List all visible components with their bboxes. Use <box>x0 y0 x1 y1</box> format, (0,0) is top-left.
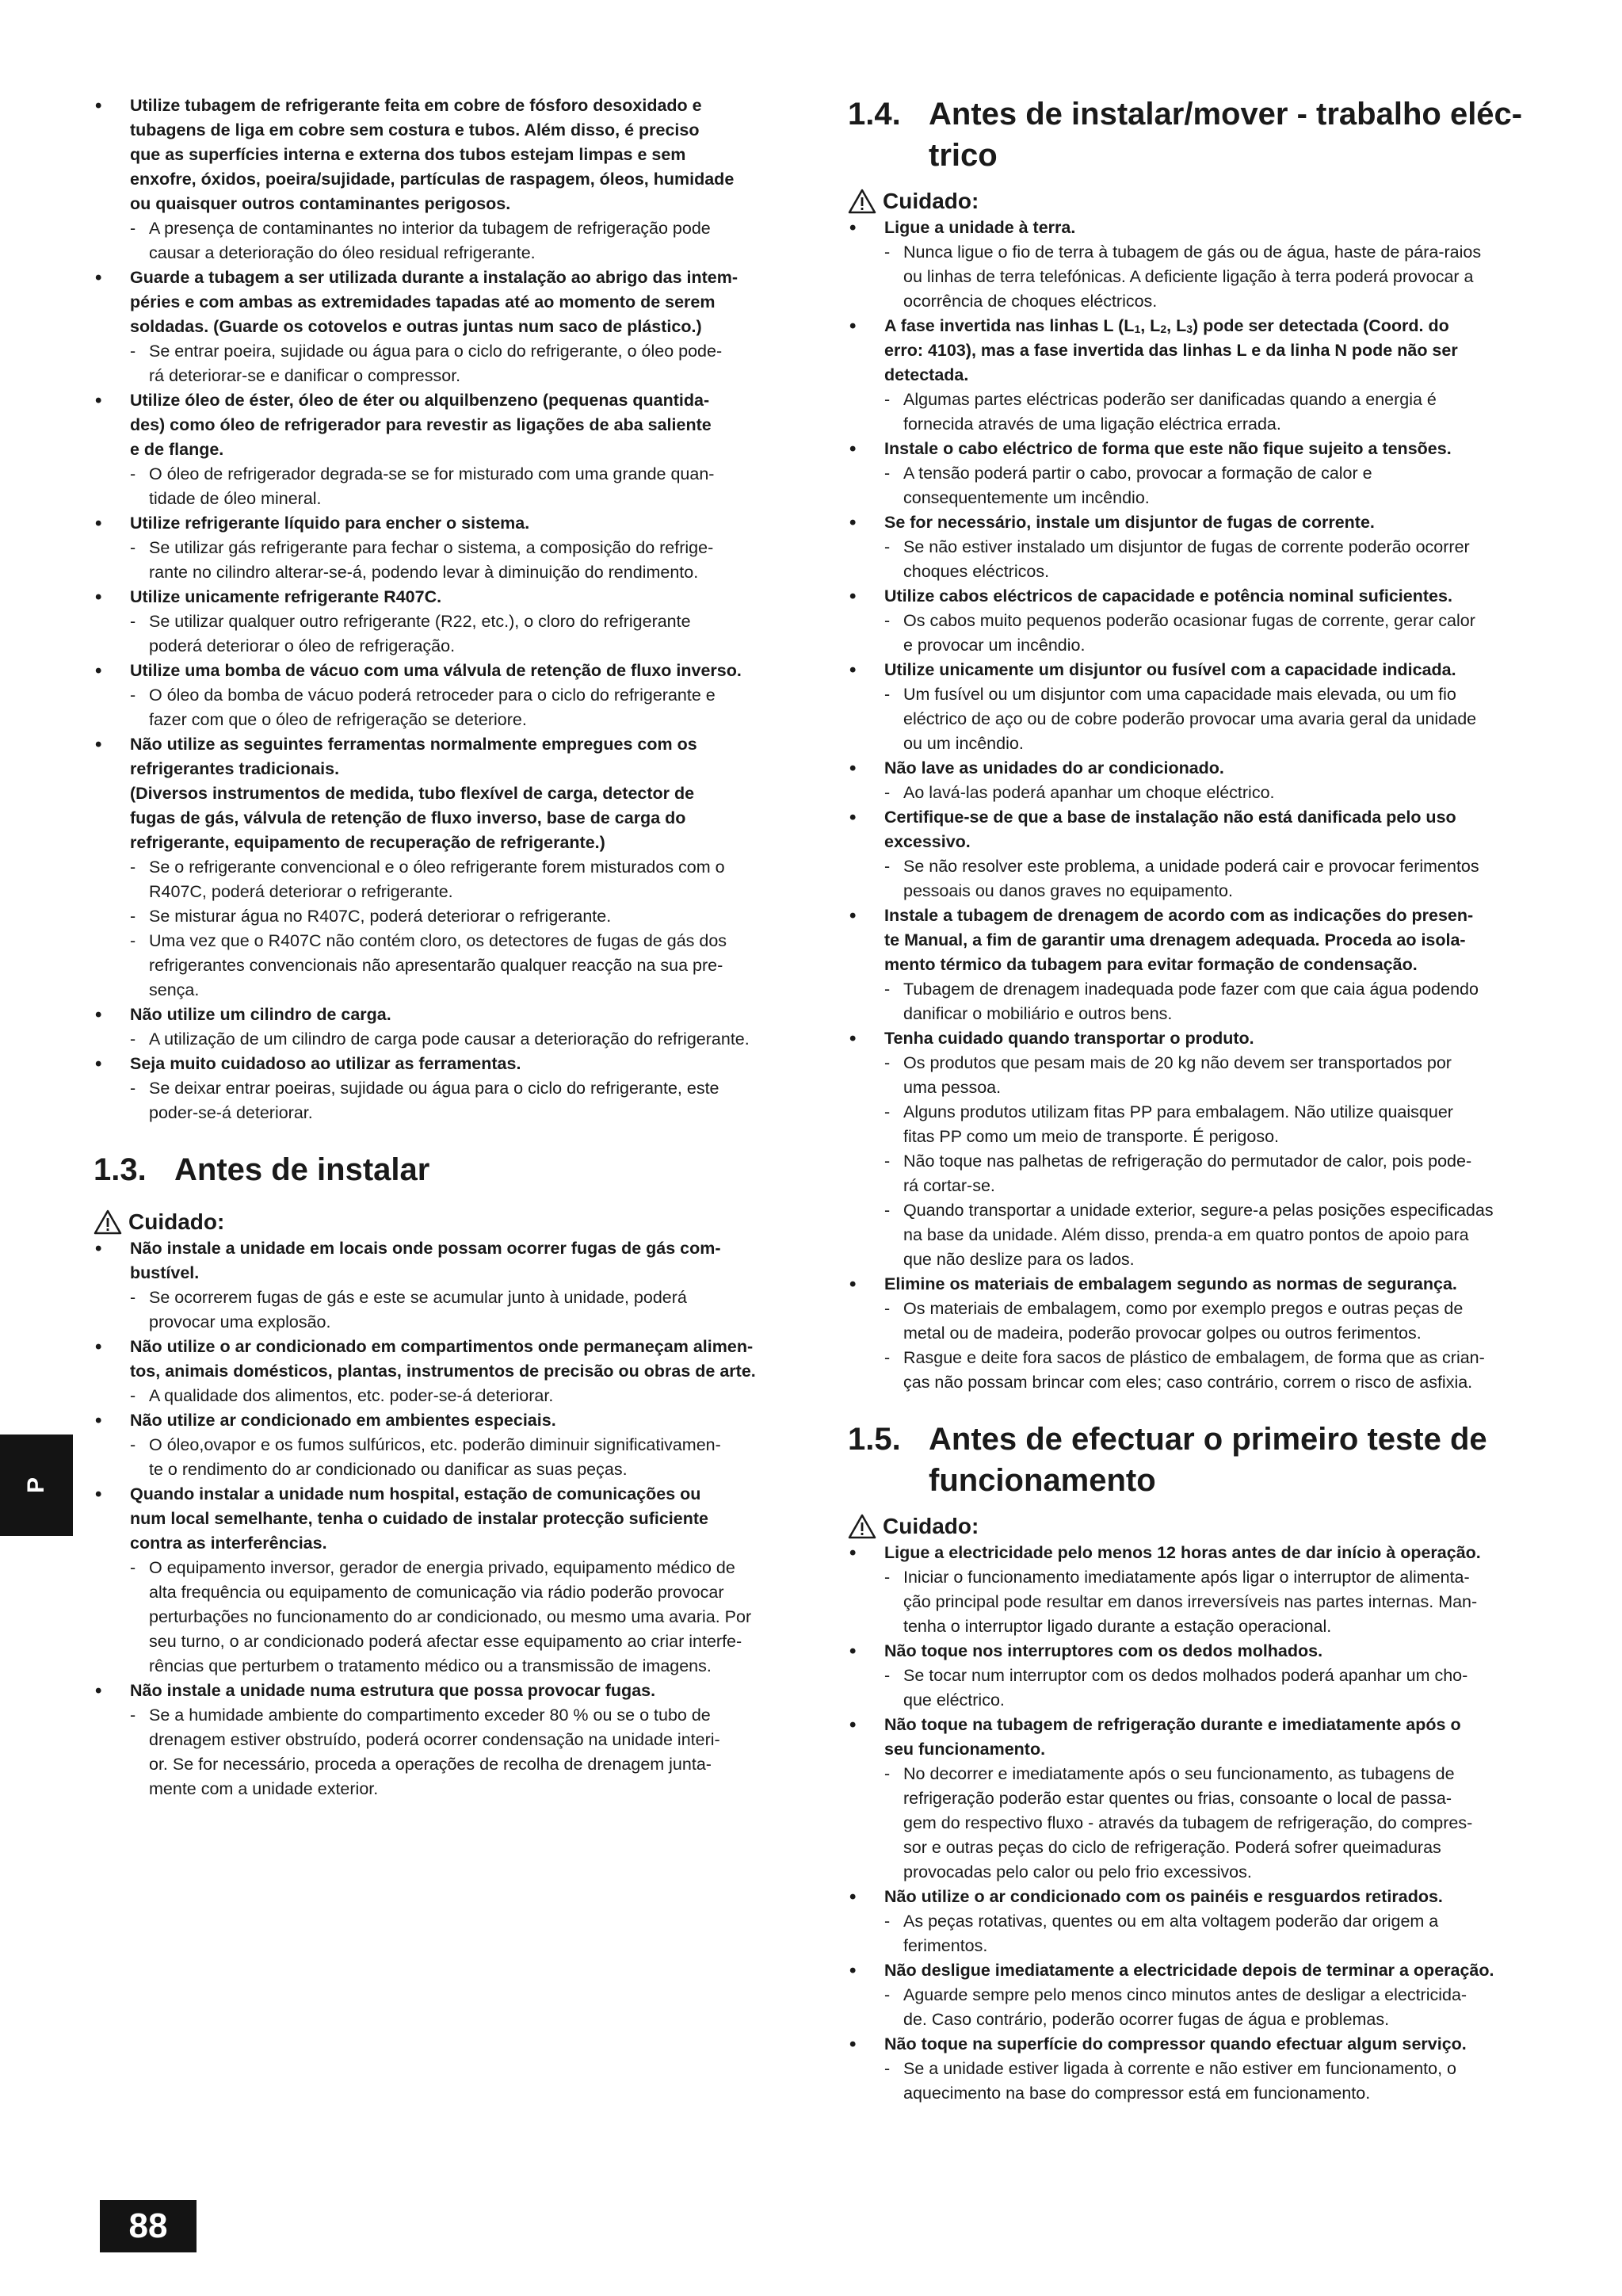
item-sub-line: gem do respectivo fluxo - através da tubagem de refrigeração, do compres- <box>903 1813 1473 1832</box>
bullet: • <box>849 586 857 607</box>
item-bold-line: Não utilize as seguintes ferramentas normalmente empregues com os <box>130 735 697 754</box>
item-sub-text: - Uma vez que o R407C não contém cloro, os detectores de fugas de gás dos refrigerantes convencionais não apresentarão qualquer reacção na sua pre- sença. <box>130 929 784 1003</box>
item-sub-text: - Um fusível ou um disjuntor com uma capacidade mais elevada, ou um fio eléctrico de aço ou de cobre poderão provocar uma avaria geral da unidade ou um incêndio. <box>884 682 1545 756</box>
item-bold-text <box>130 388 784 462</box>
bullet: • <box>95 660 102 682</box>
item-sub-line: pessoais ou danos graves no equipamento. <box>903 881 1233 900</box>
list-item <box>94 388 784 511</box>
item-bold-line: Guarde a tubagem a ser utilizada durante a instalação ao abrigo das intem- <box>130 268 738 287</box>
item-sub-line: fitas PP como um meio de transporte. É perigoso. <box>903 1127 1280 1146</box>
item-sub-text: - A tensão poderá partir o cabo, provocar a formação de calor e consequentemente um incêndio. <box>884 461 1545 510</box>
item-sub-text: - Se misturar água no R407C, poderá deteriorar o refrigerante. <box>130 904 784 929</box>
language-side-tab: P <box>0 1435 73 1536</box>
item-sub-line: consequentemente um incêndio. <box>903 488 1150 507</box>
item-bold-text <box>884 805 1545 854</box>
item-sub-line: No decorrer e imediatamente após o seu funcionamento, as tubagens de <box>903 1764 1455 1783</box>
item-sub-text: - Os materiais de embalagem, como por exemplo pregos e outras peças de metal ou de madeira, poderão provocar golpes ou outros ferimentos. <box>884 1297 1545 1346</box>
item-sub-text: - Se ocorrerem fugas de gás e este se acumular junto à unidade, poderá provocar uma explosão. <box>130 1286 784 1335</box>
item-sub-text: - A qualidade dos alimentos, etc. poder-se-á deteriorar. <box>130 1384 784 1408</box>
caution-heading-1-3: Cuidado: <box>94 1208 784 1236</box>
warning-triangle-icon <box>848 189 876 214</box>
item-sub-line: A tensão poderá partir o cabo, provocar a formação de calor e <box>903 464 1372 483</box>
item-bold-line: te Manual, a fim de garantir uma drenagem adequada. Proceda ao isola- <box>884 930 1466 949</box>
item-sub-line: A qualidade dos alimentos, etc. poder-se-á deteriorar. <box>149 1386 554 1405</box>
item-sub-text: - Se não estiver instalado um disjuntor de fugas de corrente poderão ocorrer choques eléctricos. <box>884 535 1545 584</box>
item-bold-text <box>130 1482 784 1556</box>
item-bold-text <box>884 658 1545 682</box>
item-bold-line: Certifique-se de que a base de instalação não está danificada pelo uso <box>884 808 1456 827</box>
item-sub-line: drenagem estiver obstruído, poderá ocorrer condensação na unidade interi- <box>149 1730 720 1749</box>
bullet: • <box>849 217 857 239</box>
list-top <box>94 94 784 1125</box>
item-sub-line: ferimentos. <box>903 1936 988 1955</box>
item-sub-text: - Se utilizar gás refrigerante para fechar o sistema, a composição do refrige- rante no cilindro alterar-se-á, podendo levar à diminuição do rendimento. <box>130 536 784 585</box>
item-sub-line: O óleo de refrigerador degrada-se se for misturado com uma grande quan- <box>149 464 715 483</box>
item-bold-line: refrigerante, equipamento de recuperação de refrigerante.) <box>130 833 605 852</box>
item-sub-line: Ao lavá-las poderá apanhar um choque eléctrico. <box>903 783 1275 802</box>
item-bold-line: Não utilize ar condicionado em ambientes especiais. <box>130 1411 556 1430</box>
item-sub-line: Se a humidade ambiente do compartimento exceder 80 % ou se o tubo de <box>149 1706 711 1725</box>
item-sub-text: - Quando transportar a unidade exterior, segure-a pelas posições especificadas na base da unidade. Além disso, prenda-a em quatro pontos de apoio para que não deslize para os lados. <box>884 1198 1545 1272</box>
bullet: • <box>849 1886 857 1908</box>
item-bold-text <box>884 756 1545 781</box>
bullet: • <box>849 512 857 533</box>
item-sub-text: - Os cabos muito pequenos poderão ocasionar fugas de corrente, gerar calor e provocar um incêndio. <box>884 609 1545 658</box>
item-sub-line: rências que perturbem o tratamento médico ou a transmissão de imagens. <box>149 1656 712 1675</box>
item-sub-line: Iniciar o funcionamento imediatamente após ligar o interruptor de alimenta- <box>903 1568 1470 1587</box>
list-item <box>94 1679 784 1801</box>
bullet: • <box>849 1714 857 1736</box>
list-item-ground <box>848 216 1545 314</box>
section-1-3-title: 1.3. Antes de instalar <box>94 1152 430 1187</box>
list-item <box>848 1026 1545 1272</box>
item-bold-line: e de flange. <box>130 440 224 459</box>
list-item <box>848 1885 1545 1958</box>
item-bold-line: Utilize óleo de éster, óleo de éter ou alquilbenzeno (pequenas quantida- <box>130 391 710 410</box>
list-item <box>848 510 1545 584</box>
item-sub-text: - Ao lavá-las poderá apanhar um choque eléctrico. <box>884 781 1545 805</box>
item-bold-line: Ligue a electricidade pelo menos 12 horas antes de dar início à operação. <box>884 1543 1481 1562</box>
item-bold-text <box>884 904 1545 977</box>
bullet: • <box>849 905 857 926</box>
warning-triangle-icon <box>94 1209 122 1235</box>
item-sub-line: Se ocorrerem fugas de gás e este se acumular junto à unidade, poderá <box>149 1288 687 1307</box>
item-sub-line: Se não resolver este problema, a unidade poderá cair e provocar ferimentos <box>903 857 1479 876</box>
item-sub-line: causar a deterioração do óleo residual refrigerante. <box>149 243 536 262</box>
item-sub-line: O equipamento inversor, gerador de energia privado, equipamento médico de <box>149 1558 735 1577</box>
item-bold-line: Utilize unicamente refrigerante R407C. <box>130 587 442 606</box>
list-item <box>94 1003 784 1052</box>
item-bold-line: Não toque na tubagem de refrigeração durante e imediatamente após o <box>884 1715 1461 1734</box>
item-sub-text: - Se utilizar qualquer outro refrigerante (R22, etc.), o cloro do refrigerante poderá deteriorar o óleo de refrigeração. <box>130 609 784 659</box>
list-item <box>94 1236 784 1335</box>
item-sub-line: fazer com que o óleo de refrigeração se deteriore. <box>149 710 527 729</box>
item-sub-line: Aguarde sempre pelo menos cinco minutos antes de desligar a electricida- <box>903 1985 1467 2004</box>
page-number: 88 <box>100 2200 197 2252</box>
item-bold-text <box>130 1003 784 1027</box>
item-bold-line: tos, animais domésticos, plantas, instrumentos de precisão ou obras de arte. <box>130 1362 756 1381</box>
item-sub-line: As peças rotativas, quentes ou em alta voltagem poderão dar origem a <box>903 1912 1439 1931</box>
bullet: • <box>95 390 102 411</box>
item-bold-text <box>884 1958 1545 1983</box>
item-sub-line: e provocar um incêndio. <box>903 636 1086 655</box>
item-sub-text: - Se a humidade ambiente do compartimento exceder 80 % ou se o tubo de drenagem estiver obstruído, poderá ocorrer condensação na unidade interi- or. Se for necessário, proceda a operações de recolha de drenagem junta- mente com a unidade exterior. <box>130 1703 784 1801</box>
item-bold-text <box>884 1272 1545 1297</box>
warning-triangle-icon <box>848 1514 876 1539</box>
item-sub-text: - Iniciar o funcionamento imediatamente após ligar o interruptor de alimenta- ção principal pode resultar em danos irreversíveis nas partes internas. Man- tenha o interruptor ligado durante a estação operacional. <box>884 1565 1545 1639</box>
item-sub-line: Se deixar entrar poeiras, sujidade ou água para o ciclo do refrigerante, este <box>149 1079 719 1098</box>
list-1-4-rest <box>848 437 1545 1395</box>
item-bold-line: A fase invertida nas linhas L ($L_1$, $L_2$, $L_3$) pode ser detectada (Coord. do <box>884 316 1449 335</box>
item-bold-line: bustível. <box>130 1263 200 1282</box>
item-sub-line: tidade de óleo mineral. <box>149 489 322 508</box>
item-bold-line: des) como óleo de refrigerador para revestir as ligações de aba saliente <box>130 415 712 434</box>
bullet: • <box>849 1542 857 1564</box>
item-sub-line: rá cortar-se. <box>903 1176 995 1195</box>
item-sub-text: - A utilização de um cilindro de carga pode causar a deterioração do refrigerante. <box>130 1027 784 1052</box>
item-sub-line: poder-se-á deteriorar. <box>149 1103 313 1122</box>
list-item <box>94 266 784 388</box>
right-column <box>848 94 1545 2106</box>
list-item <box>848 1958 1545 2032</box>
item-sub-text: - Se o refrigerante convencional e o óleo refrigerante forem misturados com o R407C, poderá deteriorar o refrigerante. <box>130 855 784 904</box>
item-sub-line: Se misturar água no R407C, poderá deteriorar o refrigerante. <box>149 907 612 926</box>
item-bold-line: Quando instalar a unidade num hospital, estação de comunicações ou <box>130 1484 701 1503</box>
item-sub-text: - As peças rotativas, quentes ou em alta voltagem poderão dar origem a ferimentos. <box>884 1909 1545 1958</box>
bullet: • <box>95 586 102 608</box>
item-bold-line: Não utilize o ar condicionado em compartimentos onde permaneçam alimen- <box>130 1337 754 1356</box>
item-sub-line: rá deteriorar-se e danificar o compressor. <box>149 366 461 385</box>
caution-heading-1-4: Cuidado: <box>848 187 1545 216</box>
item-bold-text <box>130 732 784 855</box>
bullet: • <box>95 1238 102 1259</box>
item-sub-text: - O óleo da bomba de vácuo poderá retroceder para o ciclo do refrigerante e fazer com que o óleo de refrigeração se deteriore. <box>130 683 784 732</box>
item-sub-text: - No decorrer e imediatamente após o seu funcionamento, as tubagens de refrigeração poderão estar quentes ou frias, consoante o local de passa- gem do respectivo fluxo - através da tubagem de refrigeração, do compres- sor e outras peças do ciclo de refrigeração. Poderá sofrer queimaduras provocadas pelo calor ou pelo frio excessivos. <box>884 1762 1545 1885</box>
item-sub-line: O óleo,ovapor e os fumos sulfúricos, etc. poderão diminuir significativamen- <box>149 1435 721 1454</box>
item-bold-text <box>884 216 1545 240</box>
item-bold-line: seu funcionamento. <box>884 1740 1046 1759</box>
list-item <box>94 1482 784 1679</box>
item-bold-text <box>130 1679 784 1703</box>
item-bold-line: enxofre, óxidos, poeira/sujidade, partículas de raspagem, óleos, humidade <box>130 170 735 189</box>
list-item <box>848 658 1545 756</box>
item-sub-line: Nunca ligue o fio de terra à tubagem de gás ou de água, haste de pára-raios <box>903 243 1482 262</box>
item-bold-line: Não toque na superfície do compressor quando efectuar algum serviço. <box>884 2034 1467 2053</box>
item-sub-line: metal ou de madeira, poderão provocar golpes ou outros ferimentos. <box>903 1324 1422 1343</box>
item-sub-line: Se não estiver instalado um disjuntor de fugas de corrente poderão ocorrer <box>903 537 1470 556</box>
item-bold-line: Não instale a unidade em locais onde possam ocorrer fugas de gás com- <box>130 1239 721 1258</box>
item-bold-text <box>884 1885 1545 1909</box>
bullet: • <box>95 1004 102 1026</box>
list-item <box>94 732 784 1003</box>
list-item <box>848 805 1545 904</box>
item-sub-text: - Se tocar num interruptor com os dedos molhados poderá apanhar um cho- que eléctrico. <box>884 1664 1545 1713</box>
item-bold-text <box>130 1052 784 1076</box>
list-item-phase <box>848 314 1545 437</box>
item-sub-text: - Não toque nas palhetas de refrigeração do permutador de calor, pois pode- rá cortar-se. <box>884 1149 1545 1198</box>
item-sub-text: - Se entrar poeira, sujidade ou água para o ciclo do refrigerante, o óleo pode- rá deteriorar-se e danificar o compressor. <box>130 339 784 388</box>
item-sub-text: - A presença de contaminantes no interior da tubagem de refrigeração pode causar a deterioração do óleo residual refrigerante. <box>130 216 784 266</box>
item-sub-text: - Algumas partes eléctricas poderão ser danificadas quando a energia é fornecida através de uma ligação eléctrica errada. <box>884 390 1437 434</box>
item-bold-line: que as superfícies interna e externa dos tubos estejam limpas e sem <box>130 145 686 164</box>
item-sub-line: na base da unidade. Além disso, prenda-a em quatro pontos de apoio para <box>903 1225 1469 1244</box>
list-item <box>94 1052 784 1125</box>
item-bold-line: Seja muito cuidadoso ao utilizar as ferramentas. <box>130 1054 521 1073</box>
item-sub-line: choques eléctricos. <box>903 562 1050 581</box>
bullet: • <box>849 1641 857 1662</box>
item-sub-text: - Os produtos que pesam mais de 20 kg não devem ser transportados por uma pessoa. <box>884 1051 1545 1100</box>
item-bold-line: Utilize refrigerante líquido para encher o sistema. <box>130 514 530 533</box>
bullet: • <box>849 659 857 681</box>
item-sub-line: Uma vez que o R407C não contém cloro, os detectores de fugas de gás dos <box>149 931 727 950</box>
item-bold-line: Utilize cabos eléctricos de capacidade e potência nominal suficientes. <box>884 586 1452 606</box>
item-bold-line: num local semelhante, tenha o cuidado de instalar protecção suficiente <box>130 1509 708 1528</box>
bullet: • <box>849 758 857 779</box>
item-bold-line: Tenha cuidado quando transportar o produto. <box>884 1029 1254 1048</box>
item-sub-line: provocar uma explosão. <box>149 1312 331 1331</box>
bullet: • <box>95 1053 102 1075</box>
item-bold-text <box>130 1335 784 1384</box>
item-sub-line: que eléctrico. <box>903 1690 1005 1710</box>
item-bold-text <box>884 1639 1545 1664</box>
item-bold-line: Utilize tubagem de refrigerante feita em cobre de fósforo desoxidado e <box>130 96 702 115</box>
item-bold-line: excessivo. <box>884 832 971 851</box>
item-bold-line: Se for necessário, instale um disjuntor de fugas de corrente. <box>884 513 1375 532</box>
bullet: • <box>95 513 102 534</box>
list-item <box>848 1713 1545 1885</box>
item-sub-text: - Se a unidade estiver ligada à corrente e não estiver em funcionamento, o aquecimento na base do compressor está em funcionamento. <box>884 2057 1545 2106</box>
bullet: • <box>849 2034 857 2055</box>
item-sub-line: refrigeração poderão estar quentes ou frias, consoante o local de passa- <box>903 1789 1452 1808</box>
item-bold-text <box>130 1408 784 1433</box>
item-sub-line: danificar o mobiliário e outros bens. <box>903 1004 1173 1023</box>
item-sub-line: uma pessoa. <box>903 1078 1002 1097</box>
item-sub-line: Os produtos que pesam mais de 20 kg não devem ser transportados por <box>903 1053 1452 1072</box>
item-sub-line: ças não possam brincar com eles; caso contrário, correm o risco de asfixia. <box>903 1373 1473 1392</box>
item-sub-line: tenha o interruptor ligado durante a estação operacional. <box>903 1617 1332 1636</box>
bullet: • <box>95 1336 102 1358</box>
caution-heading-1-5: Cuidado: <box>848 1512 1545 1541</box>
item-bold-text <box>130 659 784 683</box>
list-1-5 <box>848 1541 1545 2106</box>
bullet: • <box>95 1410 102 1431</box>
item-bold-text <box>130 1236 784 1286</box>
item-sub-line: A presença de contaminantes no interior da tubagem de refrigeração pode <box>149 219 711 238</box>
section-1-5-title: 1.5. Antes de efectuar o primeiro teste de funcionamento <box>848 1422 1487 1498</box>
bullet: • <box>95 1680 102 1702</box>
item-sub-line: provocadas pelo calor ou pelo frio excessivos. <box>903 1862 1252 1881</box>
item-bold-text <box>884 437 1545 461</box>
item-sub-line: ou um incêndio. <box>903 734 1024 753</box>
item-bold-text <box>130 94 784 216</box>
list-item <box>94 1408 784 1482</box>
item-sub-text: - Aguarde sempre pelo menos cinco minutos antes de desligar a electricida- de. Caso contrário, poderão ocorrer fugas de água e problemas. <box>884 1983 1545 2032</box>
item-sub-line: Quando transportar a unidade exterior, segure-a pelas posições especificadas <box>903 1201 1494 1220</box>
list-item <box>848 756 1545 805</box>
item-sub-line: Os materiais de embalagem, como por exemplo pregos e outras peças de <box>903 1299 1464 1318</box>
left-column <box>94 94 784 1801</box>
item-sub-text: - Nunca ligue o fio de terra à tubagem de gás ou de água, haste de pára-raios ou linhas de terra telefónicas. A deficiente ligação à terra poderá provocar a ocorrência de choques eléctricos. <box>884 240 1545 314</box>
bullet: • <box>95 1484 102 1505</box>
item-sub-line: de. Caso contrário, poderão ocorrer fugas de água e problemas. <box>903 2010 1390 2029</box>
list-item <box>94 511 784 585</box>
list-item <box>94 94 784 266</box>
item-sub-line: eléctrico de aço ou de cobre poderão provocar uma avaria geral da unidade <box>903 709 1477 728</box>
bullet: • <box>849 1274 857 1295</box>
bullet: • <box>849 315 857 337</box>
item-bold-line: (Diversos instrumentos de medida, tubo flexível de carga, detector de <box>130 784 695 803</box>
item-bold-line: tubagens de liga em cobre sem costura e tubos. Além disso, é preciso <box>130 120 700 139</box>
item-bold-line: mento térmico da tubagem para evitar formação de condensação. <box>884 955 1418 974</box>
item-sub-line: R407C, poderá deteriorar o refrigerante. <box>149 882 453 901</box>
list-item <box>94 659 784 732</box>
item-sub-line: poderá deteriorar o óleo de refrigeração. <box>149 636 456 655</box>
item-sub-line: Se a unidade estiver ligada à corrente e não estiver em funcionamento, o <box>903 2059 1456 2078</box>
list-item <box>848 584 1545 658</box>
item-sub-line: Rasgue e deite fora sacos de plástico de embalagem, de forma que as crian- <box>903 1348 1485 1367</box>
item-sub-line: Os cabos muito pequenos poderão ocasionar fugas de corrente, gerar calor <box>903 611 1475 630</box>
bullet: • <box>849 1960 857 1981</box>
list-item <box>848 1272 1545 1395</box>
list-item <box>94 1335 784 1408</box>
item-bold-text <box>884 1541 1545 1565</box>
item-sub-text: - Se não resolver este problema, a unidade poderá cair e provocar ferimentos pessoais ou danos graves no equipamento. <box>884 854 1545 904</box>
item-sub-line: mente com a unidade exterior. <box>149 1779 379 1798</box>
item-bold-line: Instale o cabo eléctrico de forma que este não fique sujeito a tensões. <box>884 439 1452 458</box>
item-bold-line: Ligue a unidade à terra. <box>884 218 1076 237</box>
item-sub-line: rante no cilindro alterar-se-á, podendo levar à diminuição do rendimento. <box>149 563 699 582</box>
bullet: • <box>849 1028 857 1049</box>
item-bold-line: Instale a tubagem de drenagem de acordo com as indicações do presen- <box>884 906 1474 925</box>
list-1-3 <box>94 1236 784 1801</box>
item-sub-line: Se utilizar qualquer outro refrigerante (R22, etc.), o cloro do refrigerante <box>149 612 691 631</box>
item-bold-line: ou quaisquer outros contaminantes perigosos. <box>130 194 511 213</box>
bullet: • <box>849 438 857 460</box>
item-sub-line: Não toque nas palhetas de refrigeração do permutador de calor, pois pode- <box>903 1152 1472 1171</box>
list-item <box>94 585 784 659</box>
item-sub-line: A utilização de um cilindro de carga pode causar a deterioração do refrigerante. <box>149 1030 750 1049</box>
item-sub-line: Se entrar poeira, sujidade ou água para o ciclo do refrigerante, o óleo pode- <box>149 342 723 361</box>
item-bold-line: contra as interferências. <box>130 1534 327 1553</box>
list-item <box>848 437 1545 510</box>
item-sub-text: - O óleo de refrigerador degrada-se se for misturado com uma grande quan- tidade de óleo mineral. <box>130 462 784 511</box>
item-bold-text <box>130 585 784 609</box>
item-sub-line: te o rendimento do ar condicionado ou danificar as suas peças. <box>149 1460 628 1479</box>
item-bold-text <box>884 1026 1545 1051</box>
item-sub-line: O óleo da bomba de vácuo poderá retroceder para o ciclo do refrigerante e <box>149 686 716 705</box>
item-sub-line: Se utilizar gás refrigerante para fechar o sistema, a composição do refrige- <box>149 538 714 557</box>
list-item <box>848 2032 1545 2106</box>
item-bold-line: Elimine os materiais de embalagem segundo as normas de segurança. <box>884 1274 1457 1293</box>
item-sub-text: - Rasgue e deite fora sacos de plástico de embalagem, de forma que as crian- ças não possam brincar com eles; caso contrário, correm o risco de asfixia. <box>884 1346 1545 1395</box>
bullet: • <box>849 807 857 828</box>
item-bold-line: refrigerantes tradicionais. <box>130 759 340 778</box>
item-sub-line: or. Se for necessário, proceda a operações de recolha de drenagem junta- <box>149 1755 712 1774</box>
item-sub-line: que não deslize para os lados. <box>903 1250 1135 1269</box>
item-bold-line: Não instale a unidade numa estrutura que possa provocar fugas. <box>130 1681 656 1700</box>
item-bold-line: soldadas. (Guarde os cotovelos e outras juntas num saco de plástico.) <box>130 317 702 336</box>
item-sub-line: seu turno, o ar condicionado poderá afectar esse equipamento ao criar interfe- <box>149 1632 742 1651</box>
item-bold-line: péries e com ambas as extremidades tapadas até ao momento de serem <box>130 292 716 311</box>
item-bold-line: Não lave as unidades do ar condicionado. <box>884 758 1224 777</box>
list-item <box>848 1639 1545 1713</box>
item-bold-line: Utilize unicamente um disjuntor ou fusível com a capacidade indicada. <box>884 660 1456 679</box>
item-bold-text <box>884 584 1545 609</box>
item-bold-line: fugas de gás, válvula de retenção de fluxo inverso, base de carga do <box>130 808 686 827</box>
item-bold-text <box>884 2032 1545 2057</box>
item-bold-line: Não utilize um cilindro de carga. <box>130 1005 391 1024</box>
section-1-4-title: 1.4. Antes de instalar/mover - trabalho eléc- trico <box>848 97 1523 173</box>
item-sub-line: perturbações no funcionamento do ar condicionado, ou mesmo uma avaria. Por <box>149 1607 752 1626</box>
item-sub-text: - Tubagem de drenagem inadequada pode fazer com que caia água podendo danificar o mobiliário e outros bens. <box>884 977 1545 1026</box>
item-bold-text: A fase invertida nas linhas L ($L_1$, $L_2$, $L_3$) pode ser detectada (Coord. do erro: 4103), mas a fase invertida das linhas L e da linha N pode não ser detectada. <box>884 314 1545 388</box>
list-item <box>848 1541 1545 1639</box>
item-sub-text: - Se deixar entrar poeiras, sujidade ou água para o ciclo do refrigerante, este poder-se-á deteriorar. <box>130 1076 784 1125</box>
list-item <box>848 904 1545 1026</box>
item-sub-text: - Alguns produtos utilizam fitas PP para embalagem. Não utilize quaisquer fitas PP como um meio de transporte. É perigoso. <box>884 1100 1545 1149</box>
item-sub-line: alta frequência ou equipamento de comunicação via rádio poderão provocar <box>149 1583 724 1602</box>
item-bold-text <box>130 266 784 339</box>
item-sub-line: Tubagem de drenagem inadequada pode fazer com que caia água podendo <box>903 980 1479 999</box>
item-bold-text <box>130 511 784 536</box>
item-sub-line: ocorrência de choques eléctricos. <box>903 292 1158 311</box>
bullet: • <box>95 734 102 755</box>
item-sub-line: refrigerantes convencionais não apresentarão qualquer reacção na sua pre- <box>149 956 723 975</box>
item-sub-line: Se tocar num interruptor com os dedos molhados poderá apanhar um cho- <box>903 1666 1468 1685</box>
bullet: • <box>95 95 102 117</box>
item-sub-line: aquecimento na base do compressor está em funcionamento. <box>903 2084 1371 2103</box>
item-sub-text: - O óleo,ovapor e os fumos sulfúricos, etc. poderão diminuir significativamen- te o rendimento do ar condicionado ou danificar as suas peças. <box>130 1433 784 1482</box>
item-sub-line: sença. <box>149 980 200 999</box>
item-sub-text: - O equipamento inversor, gerador de energia privado, equipamento médico de alta frequência ou equipamento de comunicação via rádio poderão provocar perturbações no funcionamento do ar condicionado, ou mesmo uma avaria. Por seu turno, o ar condicionado poderá afectar esse equipamento ao criar interfe- rências que perturbem o tratamento médico ou a transmissão de imagens. <box>130 1556 784 1679</box>
item-sub-line: Um fusível ou um disjuntor com uma capacidade mais elevada, ou um fio <box>903 685 1456 704</box>
item-sub-line: Se o refrigerante convencional e o óleo refrigerante forem misturados com o <box>149 858 725 877</box>
item-sub-line: sor e outras peças do ciclo de refrigeração. Poderá sofrer queimaduras <box>903 1838 1441 1857</box>
item-sub-line: ou linhas de terra telefónicas. A deficiente ligação à terra poderá provocar a <box>903 267 1474 286</box>
item-sub-line: ção principal pode resultar em danos irreversíveis nas partes internas. Man- <box>903 1592 1478 1611</box>
item-bold-text <box>884 510 1545 535</box>
item-bold-line: Utilize uma bomba de vácuo com uma válvula de retenção de fluxo inverso. <box>130 661 742 680</box>
item-bold-line: Não utilize o ar condicionado com os painéis e resguardos retirados. <box>884 1887 1443 1906</box>
item-bold-line: Não desligue imediatamente a electricidade depois de terminar a operação. <box>884 1961 1494 1980</box>
item-bold-text <box>884 1713 1545 1762</box>
item-bold-line: Não toque nos interruptores com os dedos molhados. <box>884 1641 1323 1660</box>
item-sub-line: Alguns produtos utilizam fitas PP para embalagem. Não utilize quaisquer <box>903 1102 1453 1121</box>
bullet: • <box>95 267 102 288</box>
